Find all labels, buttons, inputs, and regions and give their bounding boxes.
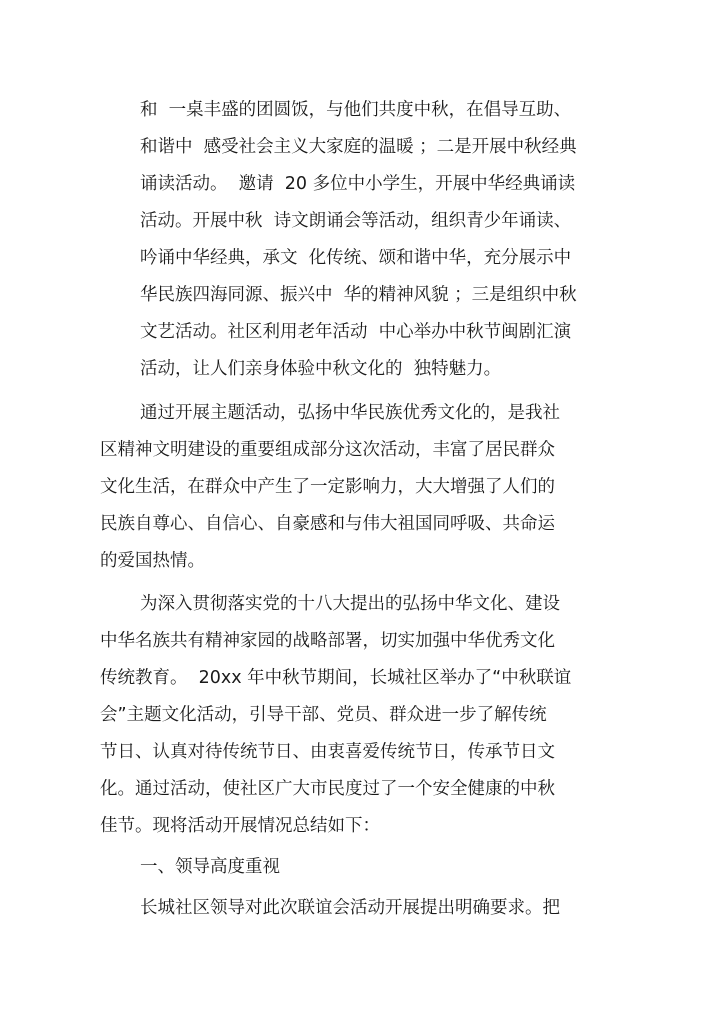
text-line: 佳节。现将活动开展情况总结如下：: [100, 816, 380, 836]
text-line: 化。通过活动，使社区广大市民度过了一个安全健康的中秋: [100, 779, 555, 799]
text-line: 吟诵中华经典，承文 化传统、颂和谐中华，充分展示中: [140, 248, 572, 268]
text-line: 为深入贯彻落实党的十八大提出的弘扬中华文化、建设: [140, 594, 560, 614]
text-line: 区精神文明建设的重要组成部分这次活动，丰富了居民群众: [100, 440, 555, 460]
text-line: 华民族四海同源、振兴中 华的精神风貌 ；三是组织中秋: [140, 285, 577, 305]
text-line: 文艺活动。社区利用老年活动 中心举办中秋节闽剧汇演: [140, 322, 572, 342]
text-line: 文化生活，在群众中产生了一定影响力，大大增强了人们的: [100, 477, 555, 497]
text-line: 中华名族共有精神家园的战略部署，切实加强中华优秀文化: [100, 631, 555, 651]
text-line: 和谐中 感受社会主义大家庭的温暖 ；二是开展中秋经典: [140, 137, 577, 157]
text-line: 诵读活动。 邀请 20 多位中小学生，开展中华经典诵读: [140, 174, 576, 194]
text-line: 民族自尊心、自信心、自豪感和与伟大祖国同呼吸、共命运: [100, 514, 555, 534]
text-line: 活动，让人们亲身体验中秋文化的 独特魅力。: [140, 359, 502, 379]
text-line: 通过开展主题活动，弘扬中华民族优秀文化的，是我社: [140, 403, 560, 423]
text-line: 节日、认真对待传统节日、由衷喜爱传统节日，传承节日文: [100, 742, 555, 762]
text-line: 长城社区领导对此次联谊会活动开展提出明确要求。把: [140, 898, 560, 918]
section-heading: 一、领导高度重视: [140, 857, 280, 877]
text-line: 活动。开展中秋 诗文朗诵会等活动，组织青少年诵读、: [140, 211, 572, 231]
text-line: 会”主题文化活动，引导干部、党员、群众进一步了解传统: [100, 705, 547, 725]
text-line: 的爱国热情。: [100, 551, 205, 571]
text-line: 传统教育。 20xx 年中秋节期间，长城社区举办了“中秋联谊: [100, 668, 572, 688]
text-line: 和 一桌丰盛的团圆饭，与他们共度中秋，在倡导互助、: [140, 100, 572, 120]
